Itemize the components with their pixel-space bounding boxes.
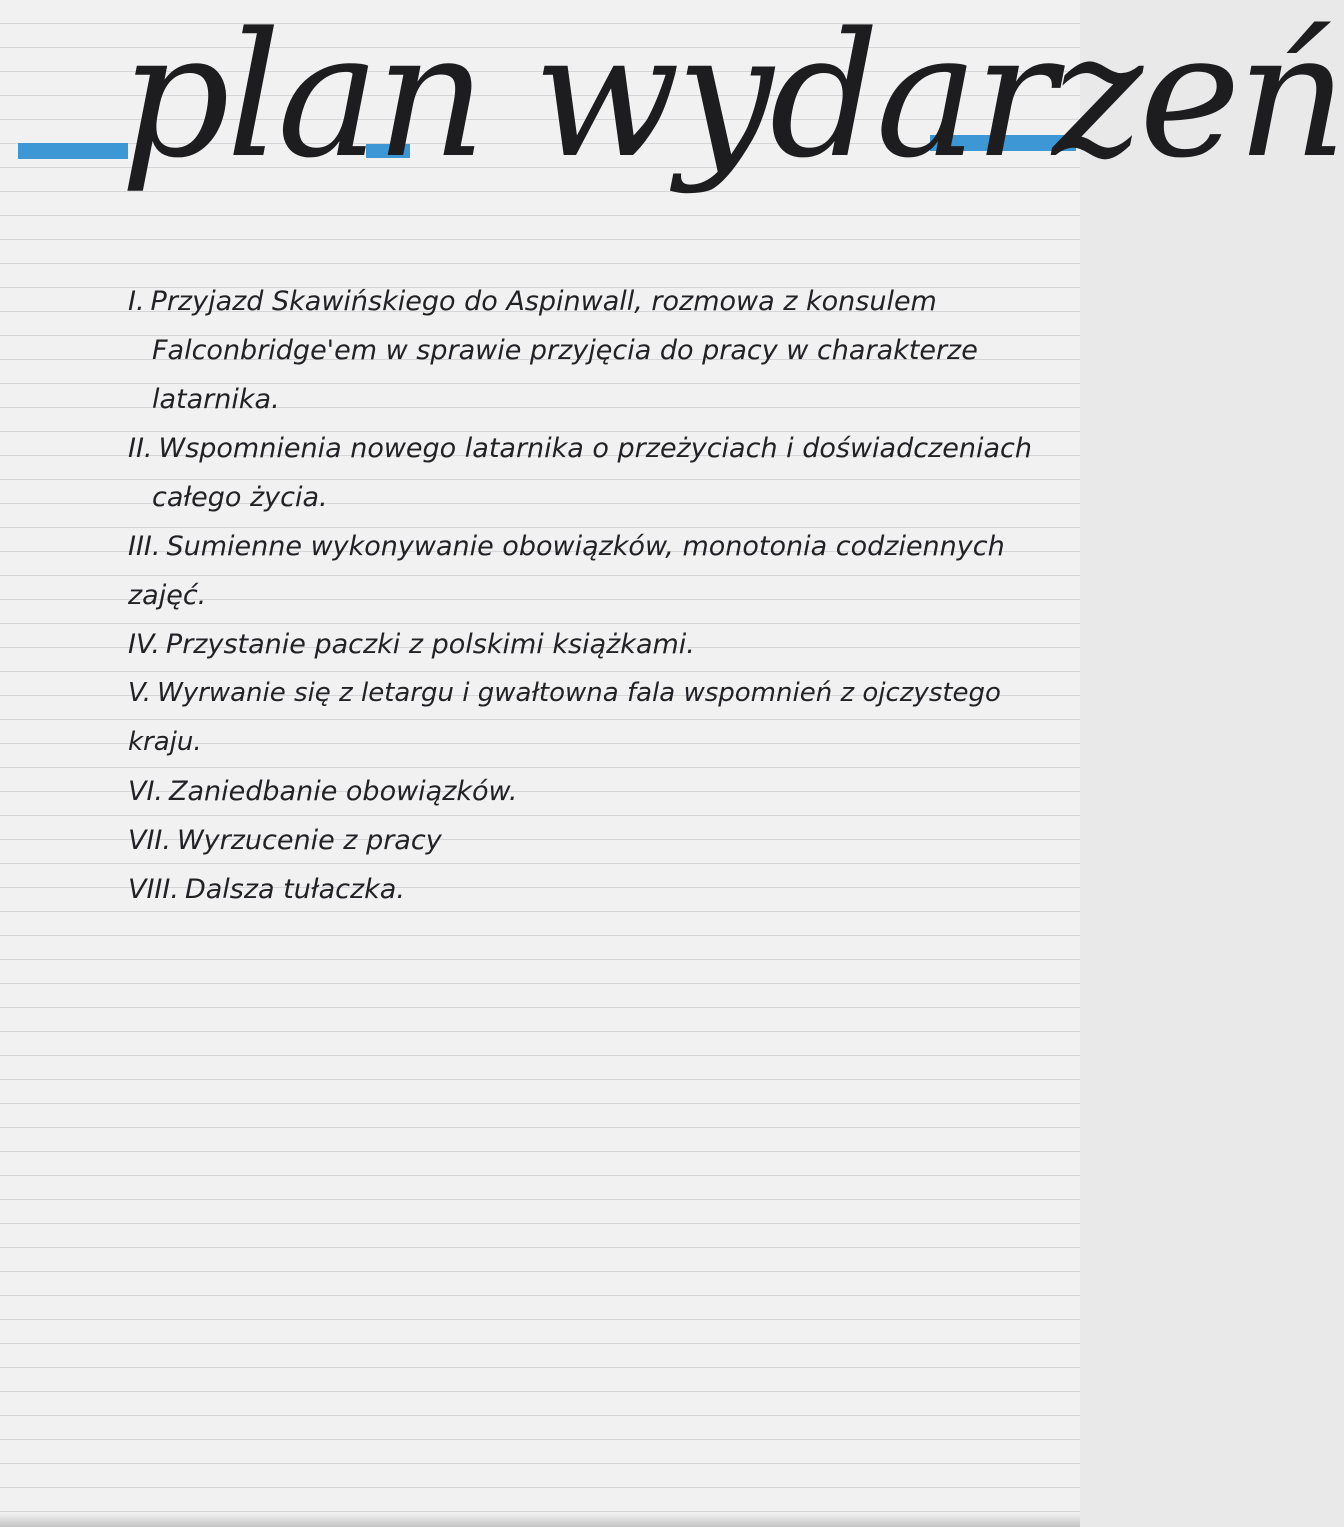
plan-item-number: VII. — [128, 825, 171, 856]
plan-item-7 — [128, 816, 1048, 865]
plan-item-text: Zaniedbanie obowiązków. — [169, 776, 518, 807]
plan-item-text: Przystanie paczki z polskimi książkami. — [165, 629, 695, 660]
plan-item-3 — [128, 522, 1048, 620]
plan-item-text: Wyrzucenie z pracy — [176, 825, 442, 856]
plan-item-1 — [128, 277, 1048, 424]
plan-item-6 — [128, 767, 1048, 816]
plan-item-text: latarnika. — [152, 384, 280, 415]
plan-item-number: II. — [128, 433, 153, 464]
plan-item-text: Sumienne wykonywanie obowiązków, monotonia codziennych zajęć. — [128, 531, 1005, 611]
plan-item-text: całego życia. — [152, 482, 328, 513]
plan-item-8 — [128, 865, 1048, 914]
plan-item-number: VI. — [128, 776, 164, 807]
plan-item-5 — [128, 669, 1048, 767]
title-rule-left — [18, 143, 128, 159]
plan-item-number: VIII. — [128, 874, 179, 905]
plan-item-number: I. — [128, 286, 145, 317]
plan-item-number: IV. — [128, 629, 160, 660]
plan-item-text: Przyjazd Skawińskiego do Aspinwall, rozmowa z konsulem — [150, 286, 937, 317]
plan-item-text: Wspomnienia nowego latarnika o przeżyciach i doświadczeniach — [158, 433, 1032, 464]
plan-item-4 — [128, 620, 1048, 669]
plan-item-number: V. — [128, 678, 152, 708]
plan-item-text: Wyrwanie się z letargu i gwałtowna fala wspomnień z ojczystego kraju. — [128, 678, 1001, 757]
page-title: plan wydarzeń — [120, 0, 1344, 196]
event-plan-list — [128, 277, 1048, 914]
plan-item-text: Dalsza tułaczka. — [184, 874, 405, 905]
plan-item-2 — [128, 424, 1048, 522]
plan-item-text: Falconbridge'em w sprawie przyjęcia do pracy w charakterze — [152, 335, 978, 366]
plan-item-number: III. — [128, 531, 161, 562]
